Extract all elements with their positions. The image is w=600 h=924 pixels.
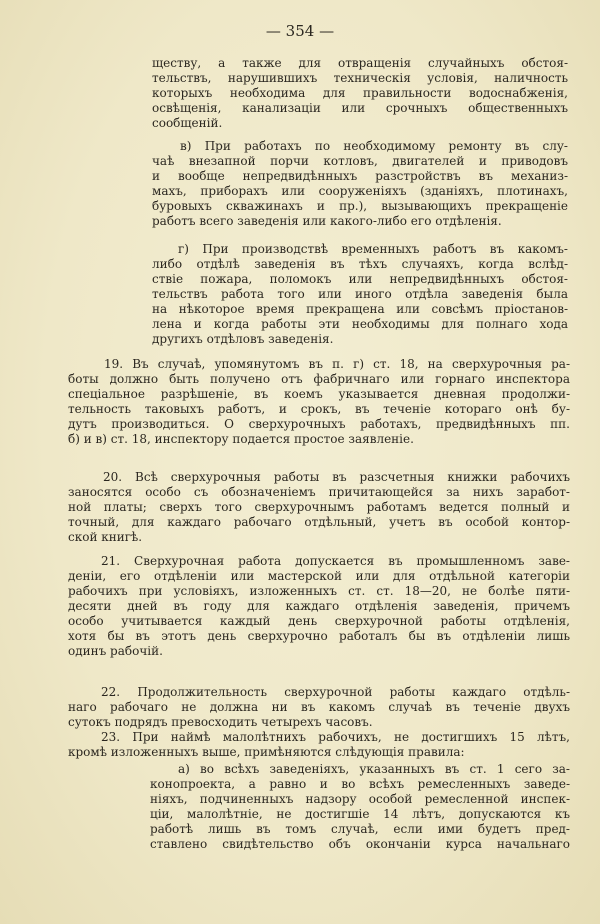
page-number: — 354 — <box>265 22 335 40</box>
text-line: ціи, малолѣтніе, не достигшіе 14 лѣтъ, допускаются къ <box>150 807 570 821</box>
text-line: ществу, а также для отвращенія случайныхъ обстоя- <box>152 56 568 70</box>
text-line: а) во всѣхъ заведеніяхъ, указанныхъ въ ст. 1 сего за- <box>178 762 570 776</box>
clause-a <box>150 762 570 852</box>
article-22 <box>68 685 570 730</box>
text-line: тельствъ работа того или иного отдѣла заведенія была <box>152 287 568 301</box>
article-21 <box>68 554 570 659</box>
text-line: наго рабочаго не должна ни въ какомъ случаѣ въ теченіе двухъ <box>68 700 570 714</box>
clause-g <box>152 242 568 347</box>
text-line: 22. Продолжительность сверхурочной работы каждаго отдѣль- <box>101 685 570 699</box>
text-line: особо учитывается каждый день сверхурочной работы отдѣленія, <box>68 614 570 628</box>
text-line: б) и в) ст. 18, инспектору подается простое заявленіе. <box>68 432 414 446</box>
text-line: в) При работахъ по необходимому ремонту въ слу- <box>180 139 568 153</box>
text-line: буровыхъ скважинахъ и пр.), вызывающихъ прекращеніе <box>152 199 568 213</box>
text-line: ной платы; сверхъ того сверхурочнымъ работамъ ведется полный и <box>68 500 570 514</box>
text-line: либо отдѣлѣ заведенія въ тѣхъ случаяхъ, когда вслѣд- <box>152 257 568 271</box>
text-line: спеціальное разрѣшеніе, въ коемъ указывается дневная продолжи- <box>68 387 570 401</box>
text-line: точный, для каждаго рабочаго отдѣльный, учетъ въ особой контор- <box>68 515 570 529</box>
text-line: лена и когда работы эти необходимы для полнаго хода <box>152 317 568 331</box>
text-line: 19. Въ случаѣ, упомянутомъ въ п. г) ст. 18, на сверхурочныя ра- <box>104 357 570 371</box>
text-line: сообщеній. <box>152 116 223 130</box>
text-line: на нѣкоторое время прекращена или совсѣмъ пріостанов- <box>152 302 568 316</box>
text-line: конопроекта, а равно и во всѣхъ ремесленныхъ заведе- <box>150 777 570 791</box>
text-line: которыхъ необходима для правильности водоснабженія, <box>152 86 568 100</box>
article-20 <box>68 470 570 545</box>
text-line: хотя бы въ этотъ день сверхурочно работалъ бы въ отдѣленіи лишь <box>68 629 570 643</box>
text-line: ніяхъ, подчиненныхъ надзору особой ремесленной инспек- <box>150 792 570 806</box>
text-line: кромѣ изложенныхъ выше, примѣняются слѣдующія правила: <box>68 745 465 759</box>
text-line: работѣ лишь въ томъ случаѣ, если ими будетъ пред- <box>150 822 570 836</box>
text-line: другихъ отдѣловъ заведенія. <box>152 332 334 346</box>
text-line: ской книгѣ. <box>68 530 143 544</box>
article-19 <box>68 357 570 447</box>
paragraph-continuation <box>152 56 568 131</box>
article-23 <box>68 730 570 760</box>
text-line: 23. При наймѣ малолѣтнихъ рабочихъ, не достигшихъ 15 лѣтъ, <box>101 730 570 744</box>
text-line: махъ, приборахъ или сооруженіяхъ (зданіяхъ, плотинахъ, <box>152 184 568 198</box>
text-line: рабочихъ при условіяхъ, изложенныхъ ст. ст. 18—20, не болѣе пяти- <box>68 584 570 598</box>
text-line: сутокъ подрядъ превосходить четырехъ часовъ. <box>68 715 373 729</box>
text-line: чаѣ внезапной порчи котловъ, двигателей и приводовъ <box>152 154 568 168</box>
clause-v <box>152 139 568 229</box>
text-line: одинъ рабочій. <box>68 644 163 658</box>
text-line: заносятся особо съ обозначеніемъ причитающейся за нихъ заработ- <box>68 485 570 499</box>
text-line: ствіе пожара, поломокъ или непредвидѣнныхъ обстоя- <box>152 272 568 286</box>
text-line: деніи, его отдѣленіи или мастерской или для отдѣльной категоріи <box>68 569 570 583</box>
text-line: работъ всего заведенія или какого-либо его отдѣленія. <box>152 214 502 228</box>
text-line: боты должно быть получено отъ фабричнаго или горнаго инспектора <box>68 372 570 386</box>
text-line: освѣщенія, канализаціи или срочныхъ общественныхъ <box>152 101 568 115</box>
text-line: ставлено свидѣтельство объ окончаніи курса начальнаго <box>150 837 570 851</box>
text-line: тельность таковыхъ работъ, и срокъ, въ теченіе котораго онѣ бу- <box>68 402 570 416</box>
text-line: 20. Всѣ сверхурочныя работы въ разсчетныя книжки рабочихъ <box>103 470 570 484</box>
text-line: дутъ производиться. О сверхурочныхъ работахъ, предвидѣнныхъ пп. <box>68 417 570 431</box>
text-line: тельствъ, нарушившихъ техническія условія, наличность <box>152 71 568 85</box>
text-line: и вообще непредвидѣнныхъ разстройствъ въ механиз- <box>152 169 568 183</box>
text-line: десяти дней въ году для каждаго отдѣленія заведенія, причемъ <box>68 599 570 613</box>
text-line: 21. Сверхурочная работа допускается въ промышленномъ заве- <box>101 554 570 568</box>
text-line: г) При производствѣ временныхъ работъ въ какомъ- <box>178 242 568 256</box>
